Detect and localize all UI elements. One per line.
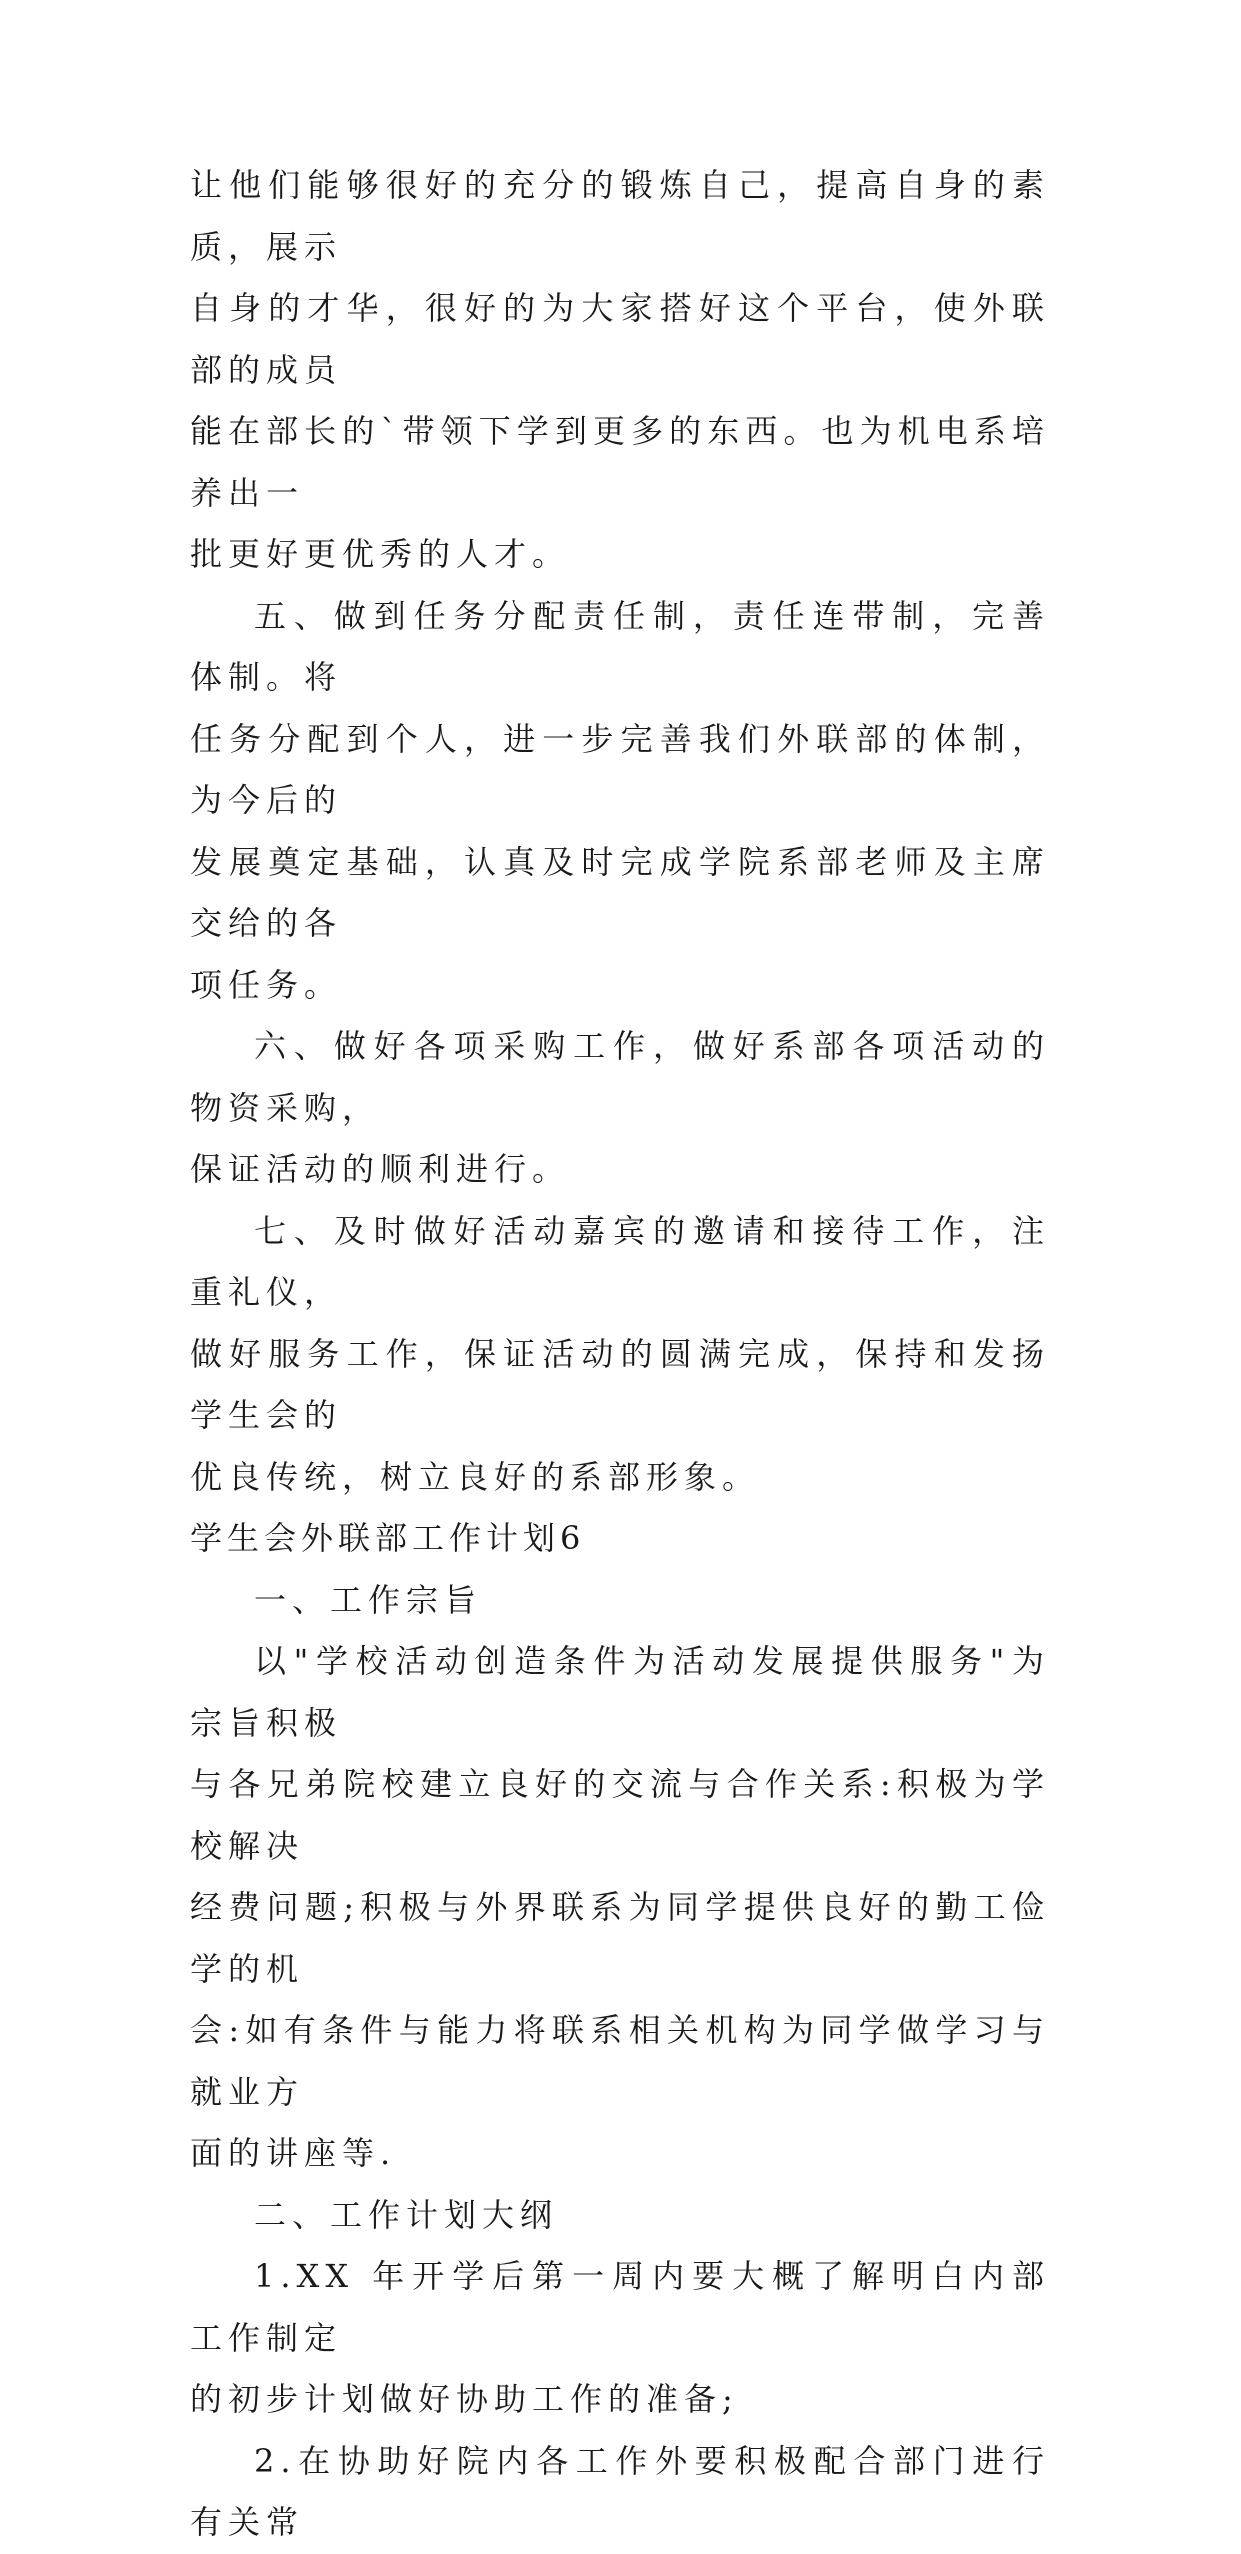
text-line: 七、及时做好活动嘉宾的邀请和接待工作，注重礼仪， [190, 1211, 1050, 1311]
text-line: 发展奠定基础，认真及时完成学院系部老师及主席交给的各 [190, 842, 1050, 942]
paragraph-plan-item-1 [190, 2246, 1050, 2431]
heading-text: 学生会外联部工作计划6 [190, 1519, 586, 1557]
paragraph-continuation [190, 155, 1050, 586]
text-line: 经费问题;积极与外界联系为同学提供良好的勤工俭学的机 [190, 1888, 1050, 1988]
text-line: 五、做到任务分配责任制，责任连带制，完善体制。将 [190, 596, 1050, 696]
subheading-work-purpose [190, 1570, 1050, 1632]
paragraph-item-five [190, 586, 1050, 1017]
paragraph-item-six [190, 1016, 1050, 1201]
text-line: 能在部长的`带领下学到更多的东西。也为机电系培养出一 [190, 412, 1050, 512]
text-line: 项任务。 [190, 965, 343, 1004]
text-line: 与各兄弟院校建立良好的交流与合作关系:积极为学校解决 [190, 1765, 1050, 1865]
text-line: 二、工作计划大纲 [254, 2195, 559, 2234]
section-heading [190, 1508, 1050, 1570]
text-line: 会:如有条件与能力将联系相关机构为同学做学习与就业方 [190, 2011, 1050, 2111]
text-line: 以"学校活动创造条件为活动发展提供服务"为宗旨积极 [190, 1642, 1050, 1742]
paragraph-item-seven [190, 1201, 1050, 1509]
paragraph-plan-item-2 [190, 2431, 1050, 2554]
paragraph-work-purpose [190, 1631, 1050, 2185]
text-line: 自身的才华，很好的为大家搭好这个平台，使外联部的成员 [190, 289, 1050, 389]
text-line: 让他们能够很好的充分的锻炼自己，提高自身的素质，展示 [190, 166, 1050, 266]
text-line: 一、工作宗旨 [254, 1580, 483, 1619]
text-line: 保证活动的顺利进行。 [190, 1150, 571, 1188]
document-body [190, 155, 1050, 2554]
text-line: 2.在协助好院内各工作外要积极配合部门进行有关常 [190, 2441, 1050, 2541]
text-line: 优良传统，树立良好的系部形象。 [190, 1457, 761, 1496]
text-line: 六、做好各项采购工作，做好系部各项活动的物资采购， [190, 1027, 1050, 1127]
subheading-plan-outline [190, 2185, 1050, 2247]
text-line: 做好服务工作，保证活动的圆满完成，保持和发扬学生会的 [190, 1334, 1050, 1434]
text-line: 任务分配到个人，进一步完善我们外联部的体制，为今后的 [190, 719, 1050, 819]
text-line: 的初步计划做好协助工作的准备; [190, 2380, 739, 2418]
text-line: 面的讲座等. [190, 2134, 397, 2172]
text-line: 批更好更优秀的人才。 [190, 535, 571, 573]
text-line: 1.XX 年开学后第一周内要大概了解明白内部工作制定 [190, 2257, 1050, 2357]
